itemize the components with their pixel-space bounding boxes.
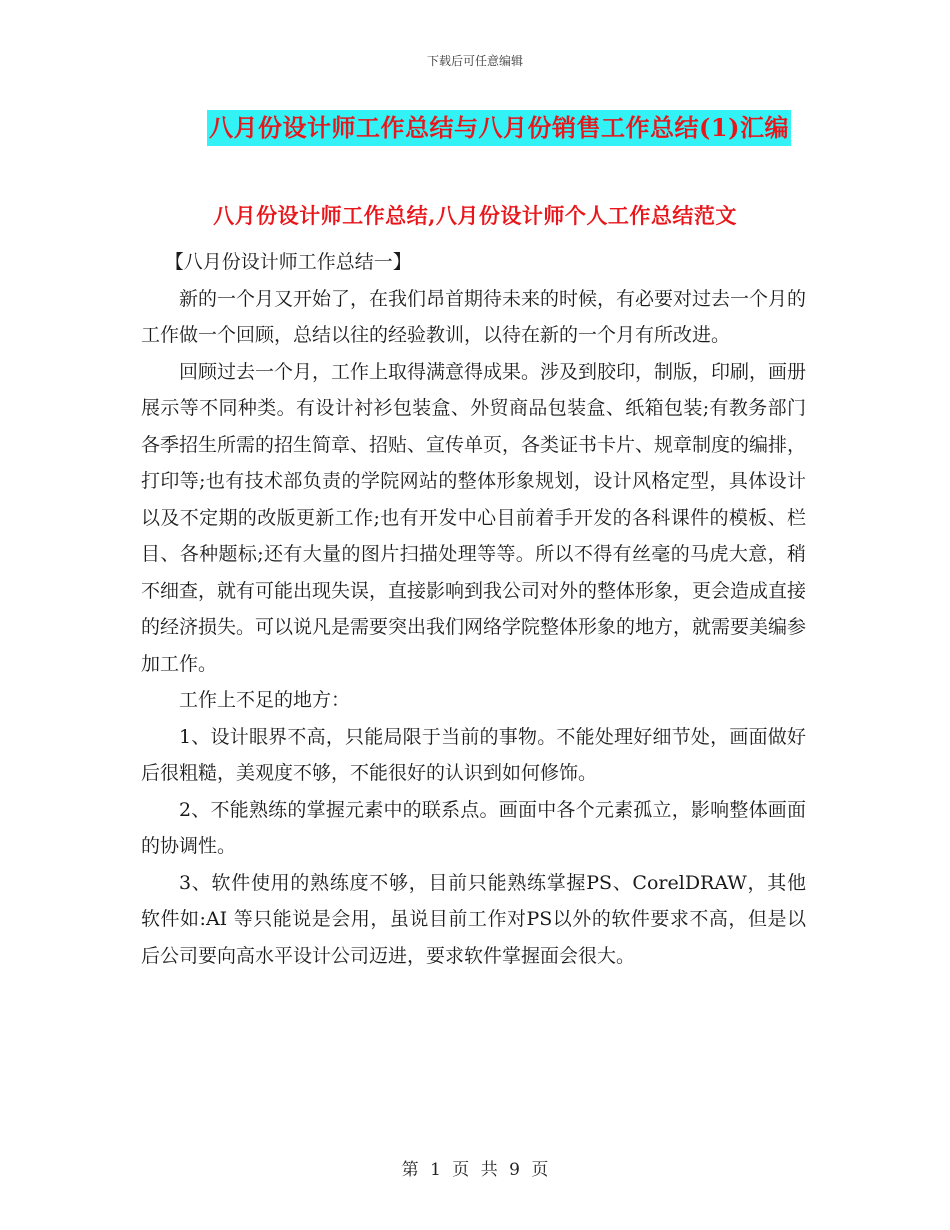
document-body xyxy=(141,244,806,974)
document-title: 八月份设计师工作总结与八月份销售工作总结(1)汇编 xyxy=(207,110,791,146)
paragraph-intro: 新的一个月又开始了，在我们昂首期待未来的时候，有必要对过去一个月的工作做一个回顾，总结以往的经验教训，以待在新的一个月有所改进。 xyxy=(141,287,807,346)
document-title-wrap xyxy=(0,110,950,146)
section-subtitle: 八月份设计师工作总结,八月份设计师个人工作总结范文 xyxy=(213,203,737,228)
paragraph-item-1: 1、设计眼界不高，只能局限于当前的事物。不能处理好细节处，画面做好后很粗糙，美观度不够，不能很好的认识到如何修饰。 xyxy=(141,725,806,784)
section-heading: 【八月份设计师工作总结一】 xyxy=(164,251,412,273)
paragraph-shortcomings-heading: 工作上不足的地方： xyxy=(179,689,351,711)
page-header: 下载后可任意编辑 xyxy=(426,54,523,68)
paragraph-review: 回顾过去一个月，工作上取得满意得成果。涉及到胶印，制版，印刷，画册展示等不同种类。有设计衬衫包装盒、外贸商品包装盒、纸箱包装;有教务部门各季招生所需的招生简章、招贴、宣传单页，各类证书卡片、规章制度的编排，打印等;也有技术部负责的学院网站的整体形象规划，设计风格定型，具体设计以及不定期的改版更新工作;也有开发中心目前着手开发的各科课件的模板、栏目、各种题标;还有大量的图片扫描处理等等。所以不得有丝毫的马虎大意，稍不细查，就有可能出现失误，直接影响到我公司对外的整体形象，更会造成直接的经济损失。可以说凡是需要突出我们网络学院整体形象的地方，就需要美编参加工作。 xyxy=(141,360,807,675)
paragraph-item-3: 3、软件使用的熟练度不够，目前只能熟练掌握PS、CorelDRAW，其他软件如:AI 等只能说是会用，虽说目前工作对PS以外的软件要求不高，但是以后公司要向高水平设计公司迈进，要求软件掌握面会很大。 xyxy=(141,871,806,967)
paragraph-item-2: 2、不能熟练的掌握元素中的联系点。画面中各个元素孤立，影响整体画面的协调性。 xyxy=(141,798,806,857)
page-footer: 第 1 页 共 9 页 xyxy=(401,1160,549,1180)
